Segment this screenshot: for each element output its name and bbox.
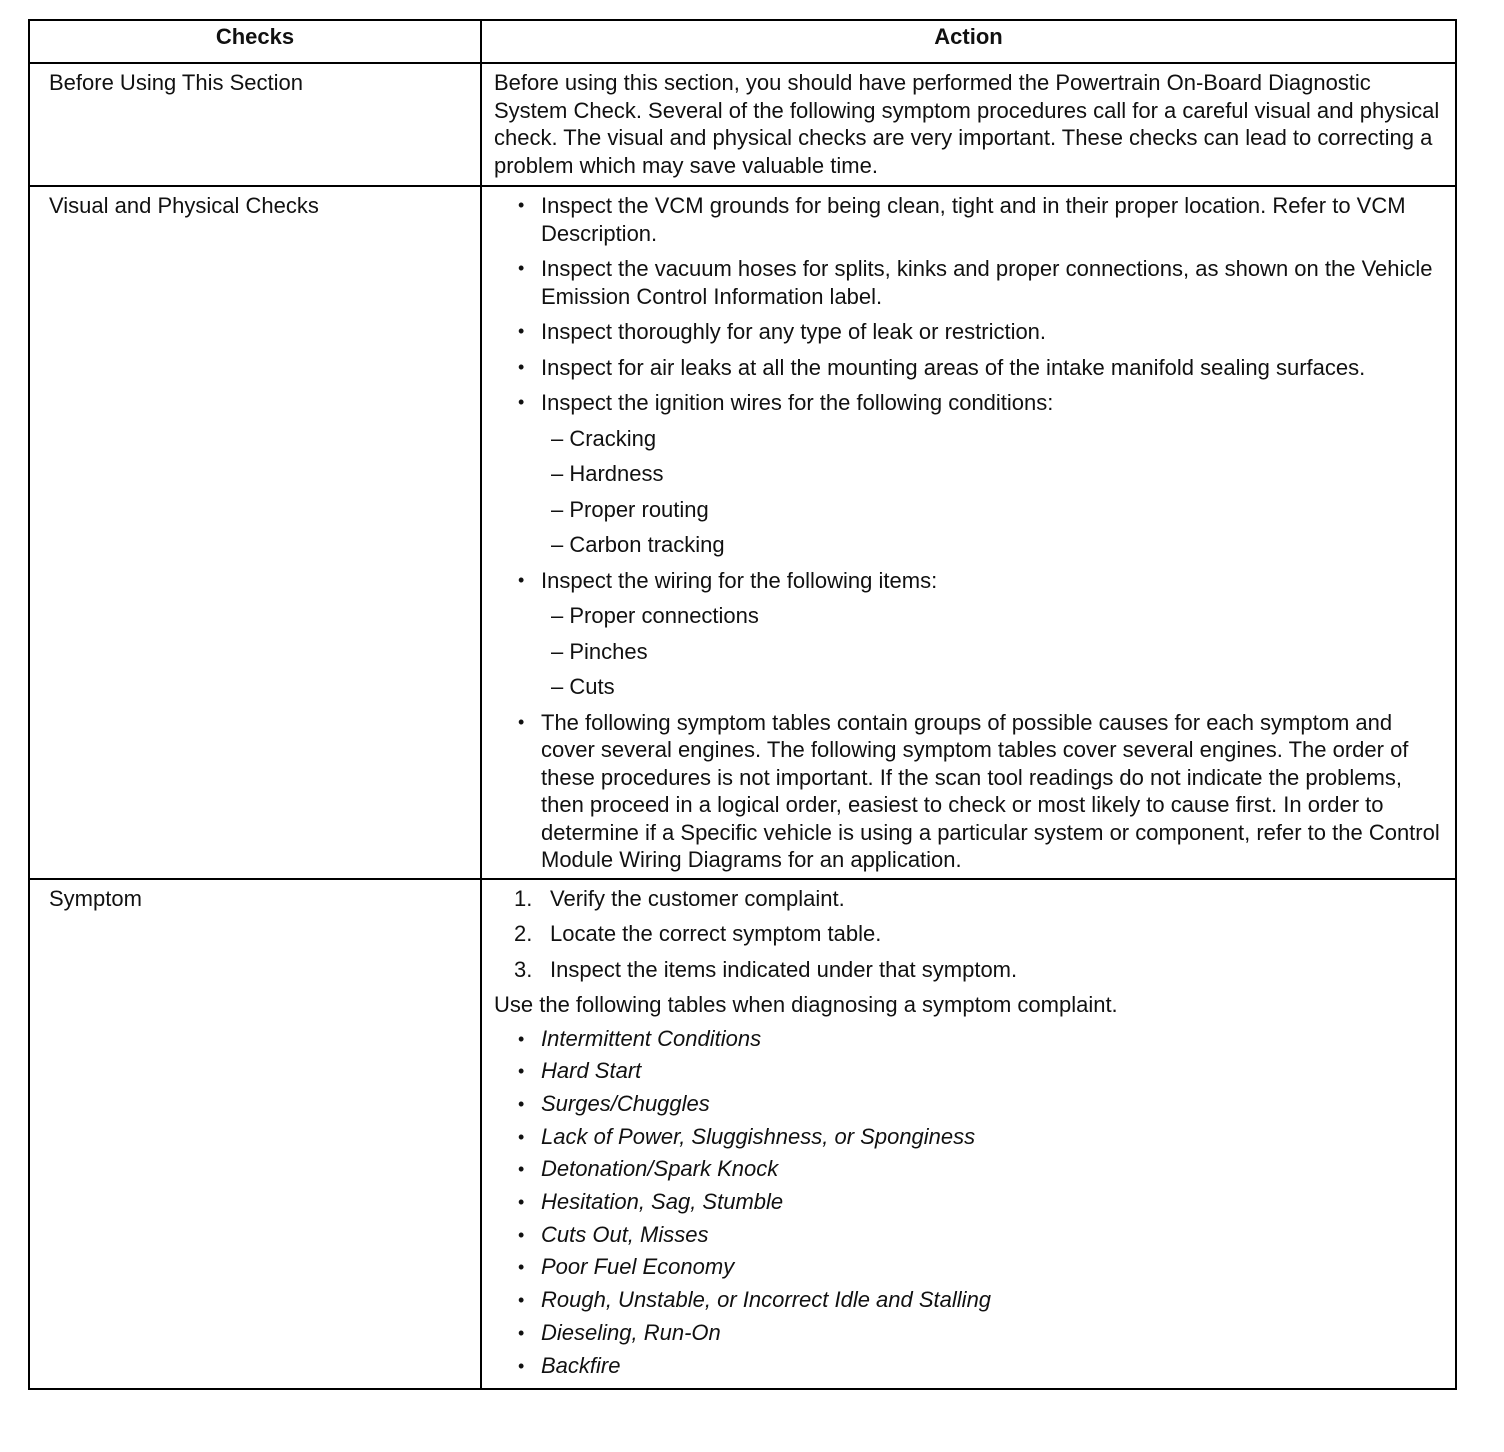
symptom-table-name: Hesitation, Sag, Stumble [541, 1189, 784, 1215]
step-number: 3. [514, 956, 533, 982]
symptom-table-name: Poor Fuel Economy [541, 1254, 735, 1280]
step-item [494, 920, 1447, 948]
header-row [29, 20, 1456, 63]
list-item [494, 567, 1447, 701]
list-item [494, 255, 1447, 310]
symptom-table-name: Lack of Power, Sluggishness, or Sponginess [541, 1123, 976, 1149]
step-text: Inspect the items indicated under that symptom. [550, 956, 1018, 982]
bullet-icon: • [518, 195, 525, 215]
table-row [29, 63, 1456, 186]
table-row [29, 879, 1456, 1390]
symptom-table-item [494, 1153, 1447, 1186]
action-cell-before-using: Before using this section, you should have performed the Powertrain On-Board Diagnostic System Check. Several of the following symptom procedures call for a careful visual and physical check. The visual and physical checks are very important. These checks can lead to correcting a problem which may save valuable time. [481, 63, 1456, 186]
symptom-table-name: Rough, Unstable, or Incorrect Idle and Stalling [541, 1287, 992, 1313]
sub-item: – Proper routing [551, 496, 709, 522]
symptom-table-item [494, 1055, 1447, 1088]
step-item [494, 885, 1447, 913]
bullet-icon: • [518, 321, 525, 341]
bullet-icon: • [518, 711, 525, 732]
symptom-table-name: Backfire [541, 1352, 621, 1378]
list-item-text: Inspect thoroughly for any type of leak or restriction. [541, 319, 1047, 344]
header-checks: Checks [29, 20, 481, 63]
sub-item: – Cuts [551, 674, 615, 699]
bullet-icon: • [518, 392, 525, 412]
symptom-table-name: Detonation/Spark Knock [541, 1156, 779, 1182]
bullet-icon: • [518, 1192, 525, 1213]
symptom-table-item [494, 1121, 1447, 1154]
sub-item: – Proper connections [551, 603, 759, 628]
step-number: 1. [514, 885, 533, 911]
symptom-table-item [494, 1088, 1447, 1121]
symptom-table-name: Surges/Chuggles [541, 1090, 710, 1116]
symptom-table-name: Cuts Out, Misses [541, 1221, 709, 1247]
symptom-tables-list [494, 1023, 1447, 1383]
bullet-icon: • [518, 1257, 525, 1278]
step-number: 2. [514, 921, 533, 946]
bullet-icon: • [518, 1159, 525, 1180]
bullet-icon: • [518, 1061, 525, 1082]
list-item [494, 389, 1447, 559]
bullet-icon: • [518, 1093, 525, 1114]
table-row [29, 186, 1456, 879]
list-item-text: The following symptom tables contain groups of possible causes for each symptom and cover several engines. The following symptom tables cover several engines. The order of these procedures is not important. If the scan tool readings do not indicate the problems, then proceed in a logical order, easiest to check or most likely to cause first. In order to determine if a Specific vehicle is using a particular system or component, refer to the Control Module Wiring Diagrams for an application. [541, 709, 1440, 872]
bullet-icon: • [518, 1224, 525, 1245]
sub-item: – Hardness [551, 461, 664, 486]
visual-checks-list [494, 192, 1447, 874]
sub-item: – Carbon tracking [551, 532, 725, 557]
list-item [494, 192, 1447, 247]
symptom-table-item [494, 1219, 1447, 1252]
symptom-table-item [494, 1186, 1447, 1219]
symptom-table-name: Intermittent Conditions [541, 1025, 762, 1051]
symptom-table-item [494, 1023, 1447, 1056]
step-item [494, 956, 1447, 984]
list-item [494, 318, 1447, 346]
bullet-icon: • [518, 1322, 525, 1343]
bullet-icon: • [518, 1290, 525, 1311]
list-item-text: Inspect the wiring for the following items: [541, 567, 938, 593]
list-item [494, 354, 1447, 382]
check-cell-visual-physical: Visual and Physical Checks [29, 186, 481, 879]
header-action: Action [481, 20, 1456, 63]
list-item-text: Inspect for air leaks at all the mounting areas of the intake manifold sealing surfaces. [541, 354, 1366, 380]
list-item-text: Inspect the ignition wires for the following conditions: [541, 390, 1054, 415]
symptom-table-item [494, 1251, 1447, 1284]
sub-item: – Cracking [551, 425, 657, 451]
bullet-icon: • [518, 356, 525, 377]
list-item-text: Inspect the vacuum hoses for splits, kinks and proper connections, as shown on the Vehicle Emission Control Information label. [541, 256, 1433, 309]
use-tables-text: Use the following tables when diagnosing a symptom complaint. [494, 992, 1118, 1017]
wiring-items-sublist [541, 602, 1447, 701]
symptom-table-item [494, 1284, 1447, 1317]
check-cell-before-using: Before Using This Section [29, 63, 481, 186]
symptom-table-name: Hard Start [541, 1058, 642, 1084]
list-item-text: Inspect the VCM grounds for being clean, tight and in their proper location. Refer to VCM Description. [541, 193, 1406, 246]
bullet-icon: • [518, 1355, 525, 1376]
step-text: Verify the customer complaint. [550, 885, 845, 911]
bullet-icon: • [518, 258, 525, 278]
action-cell-visual-physical [481, 186, 1456, 879]
ignition-conditions-sublist [541, 425, 1447, 559]
list-item [494, 709, 1447, 874]
checks-table [28, 19, 1457, 1390]
step-text: Locate the correct symptom table. [550, 921, 882, 946]
symptom-steps-list [494, 885, 1447, 984]
symptom-table-name: Dieseling, Run-On [541, 1319, 721, 1345]
check-cell-symptom: Symptom [29, 879, 481, 1390]
symptom-table-item [494, 1350, 1447, 1383]
action-cell-symptom [481, 879, 1456, 1390]
sub-item: – Pinches [551, 638, 648, 664]
bullet-icon: • [518, 1028, 525, 1049]
symptom-table-item [494, 1317, 1447, 1350]
bullet-icon: • [518, 1126, 525, 1147]
bullet-icon: • [518, 569, 525, 590]
